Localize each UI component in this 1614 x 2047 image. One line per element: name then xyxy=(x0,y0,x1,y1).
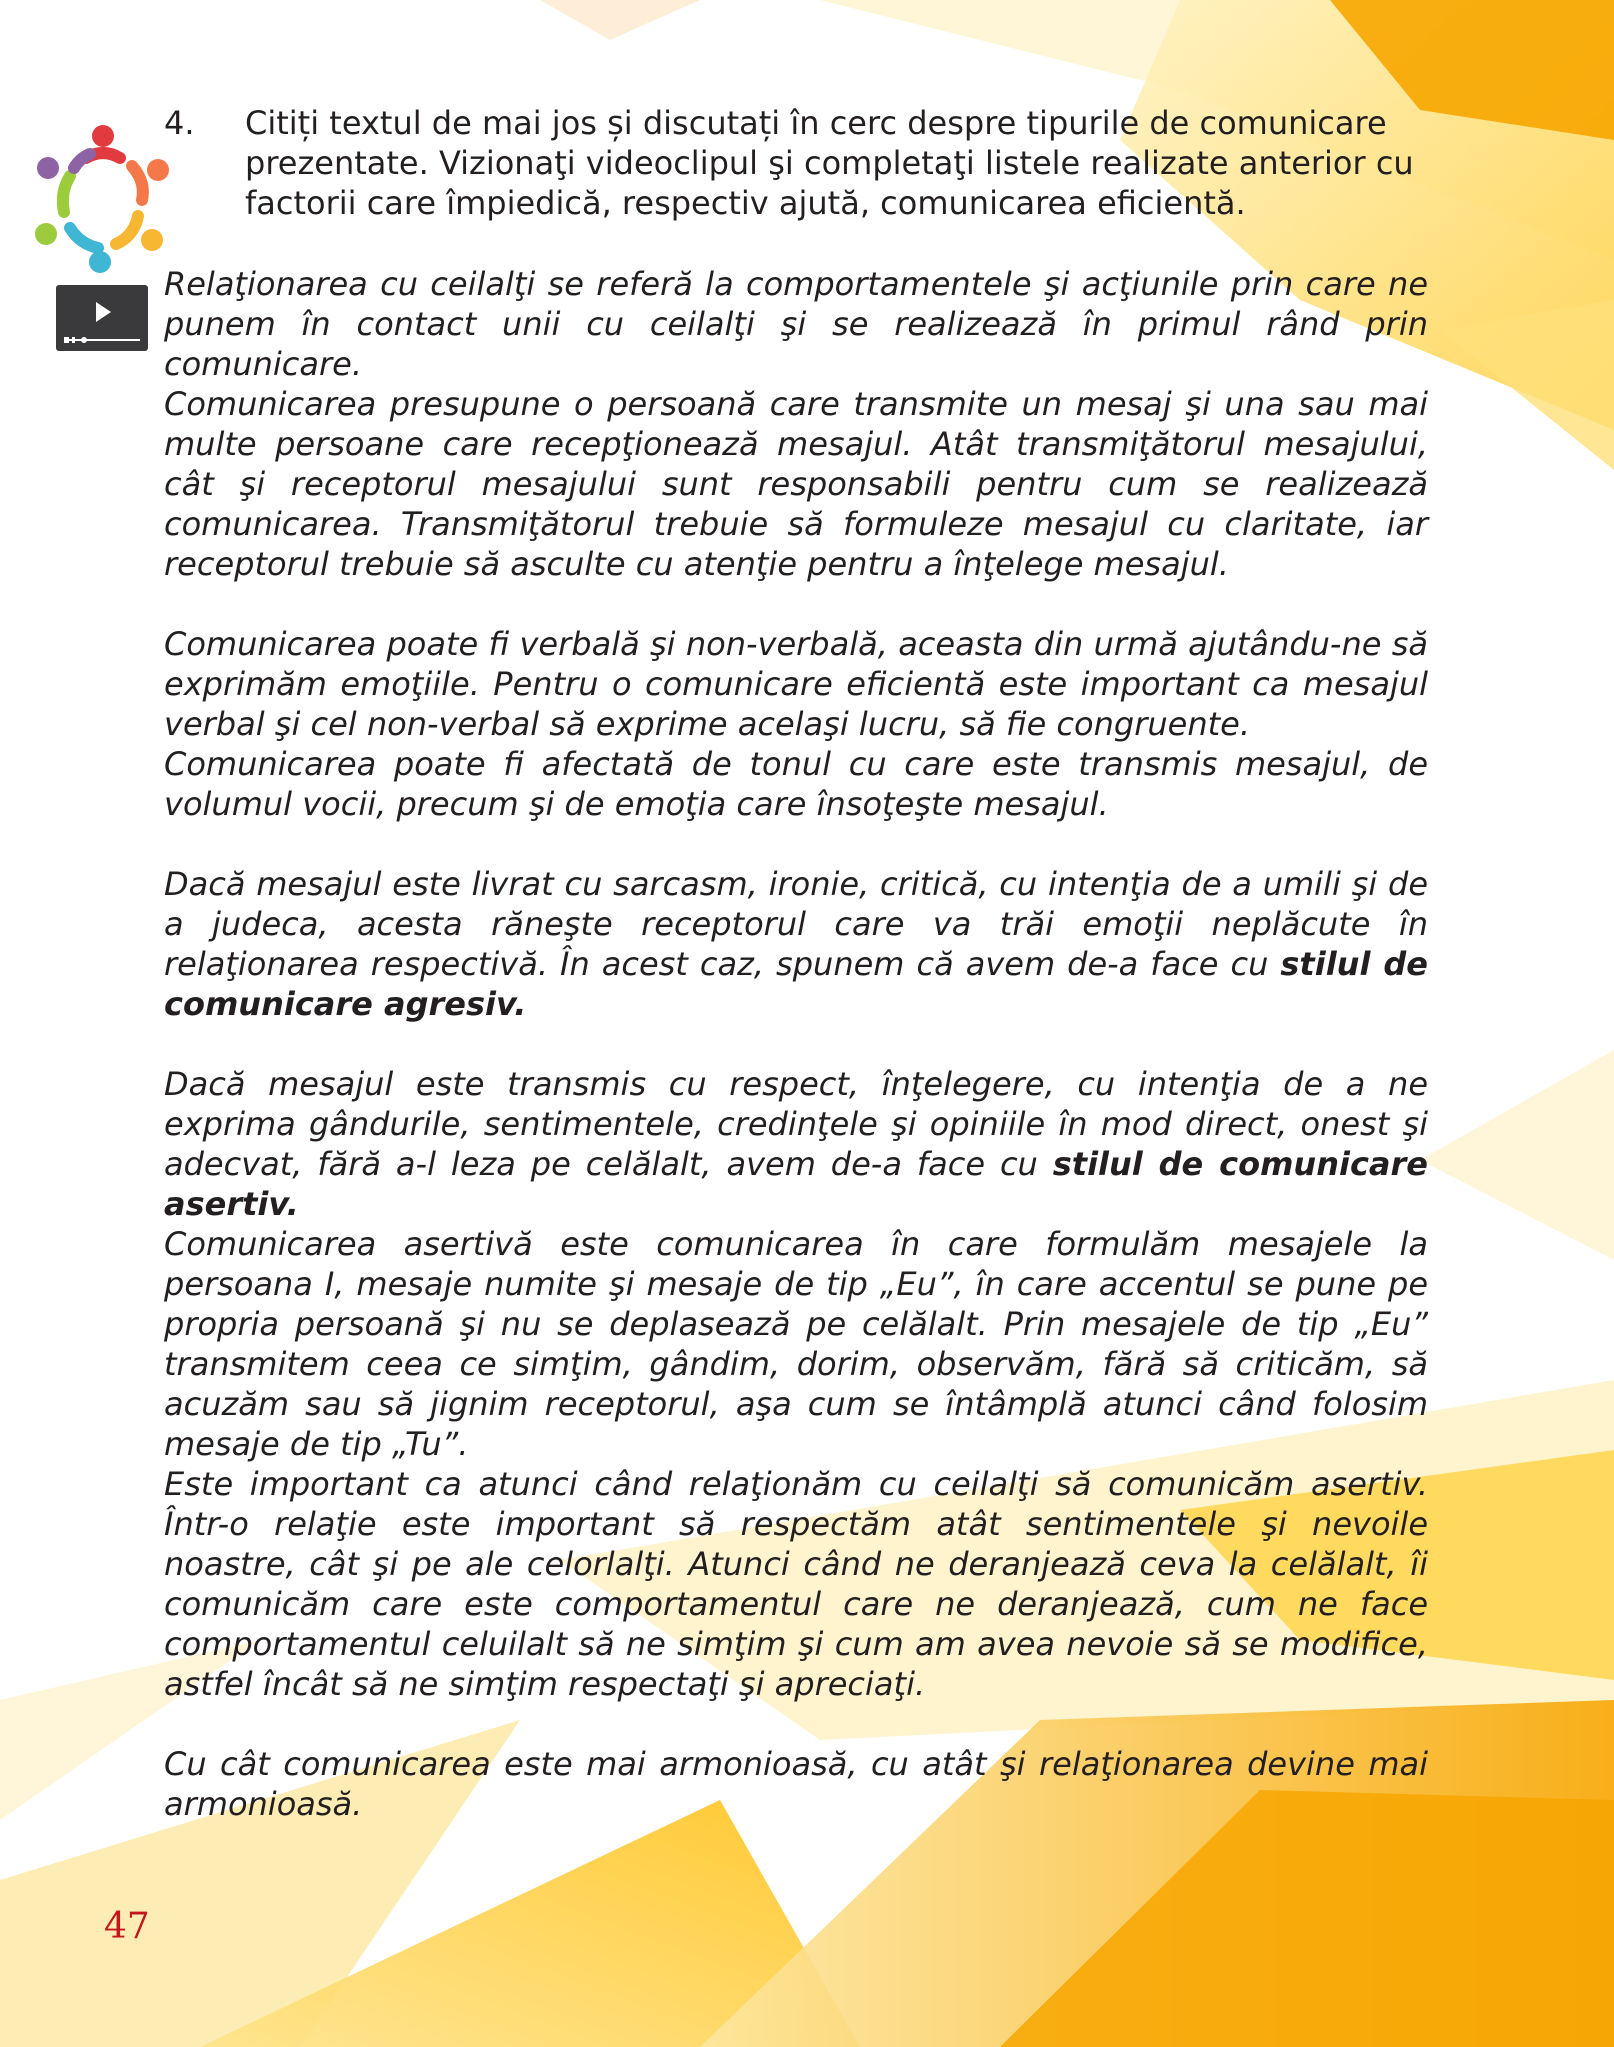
page-number: 47 xyxy=(104,1906,150,1947)
video-play-icon xyxy=(56,285,148,351)
paragraph-stil-agresiv xyxy=(164,864,1428,1024)
term-stil-asertiv: stilul de comunicare asertiv. xyxy=(164,1145,1429,1223)
paragraph-armonie: Cu cât comunicarea este mai armonioasă, cu atât şi relaţionarea devine mai armonioasă. xyxy=(164,1745,1428,1823)
term-stil-agresiv: stilul de comunicare agresiv. xyxy=(164,945,1429,1023)
paragraph-stil-asertiv xyxy=(164,1064,1428,1224)
task-number: 4. xyxy=(164,104,195,142)
paragraph-ton-volum: Comunicarea poate fi afectată de tonul cu care este transmis mesajul, de volumul vocii, precum şi de emoţia care însoţeşte mesajul. xyxy=(164,745,1428,823)
paragraph-text: Dacă mesajul este transmis cu respect, înţelegere, cu intenţia de a ne exprima gândurile, sentimentele, credinţele şi opiniile în mod direct, onest şi adecvat, fără a-l leza pe celălalt, avem de-a face cu xyxy=(164,1065,1428,1183)
paragraph-verbala-nonverbala: Comunicarea poate fi verbală şi non-verbală, aceasta din urmă ajutându-ne să exprimăm emoţiile. Pentru o comunicare eficientă este important ca mesajul verbal şi cel non-verbal să exprime acelaşi lucru, să fie congruente. xyxy=(164,625,1428,743)
paragraph-comunicare-asertiva: Este important ca atunci când relaţionăm cu ceilalţi să comunicăm asertiv. Într-o relaţie este important să respectăm atât sentimentele şi nevoile noastre, cât şi pe ale celorlalţi. Atunci când ne deranjează ceva la celălalt, îi comunicăm care este comportamentul care ne deranjează, cum ne face comportamentul celuilalt să ne simţim şi cum am avea nevoie să se modifice, astfel încât să ne simţim respectaţi şi apreciaţi. xyxy=(164,1465,1428,1703)
team-circle-icon xyxy=(34,124,172,274)
paragraph-relationare: Relaţionarea cu ceilalţi se referă la comportamentele şi acţiunile prin care ne punem în contact unii cu ceilalţi şi se realizează în primul rând prin comunicare. xyxy=(164,265,1428,383)
paragraph-comunicare-definitie: Comunicarea presupune o persoană care transmite un mesaj şi una sau mai multe persoane care recepţionează mesajul. Atât transmiţătorul mesajului, cât şi receptorul mesajului sunt responsabili pentru cum se realizează comunicarea. Transmiţătorul trebuie să formuleze mesajul cu claritate, iar receptorul trebuie să asculte cu atenţie pentru a înţelege mesajul. xyxy=(164,385,1428,583)
paragraph-text: Dacă mesajul este livrat cu sarcasm, ironie, critică, cu intenţia de a umili şi de a judeca, acesta răneşte receptorul care va trăi emoţii neplăcute în relaţionarea respectivă. În acest caz, spunem că avem de-a face cu xyxy=(164,865,1428,983)
task-text: Citiți textul de mai jos și discutați în cerc despre tipurile de comunicare prezentate. Vizionaţi videoclipul şi completaţi listele realizate anterior cu factorii care împiedică, respectiv ajută, comunicarea eficientă. xyxy=(245,104,1414,222)
paragraph-mesaje-eu: Comunicarea asertivă este comunicarea în care formulăm mesajele la persoana I, mesaje numite şi mesaje de tip „Eu”, în care accentul se pune pe propria persoană şi nu se deplasează pe celălalt. Prin mesajele de tip „Eu” transmitem ceea ce simţim, gândim, dorim, observăm, fără să criticăm, să acuzăm sau să jignim receptorul, aşa cum se întâmplă atunci când folosim mesaje de tip „Tu”. xyxy=(164,1225,1428,1463)
